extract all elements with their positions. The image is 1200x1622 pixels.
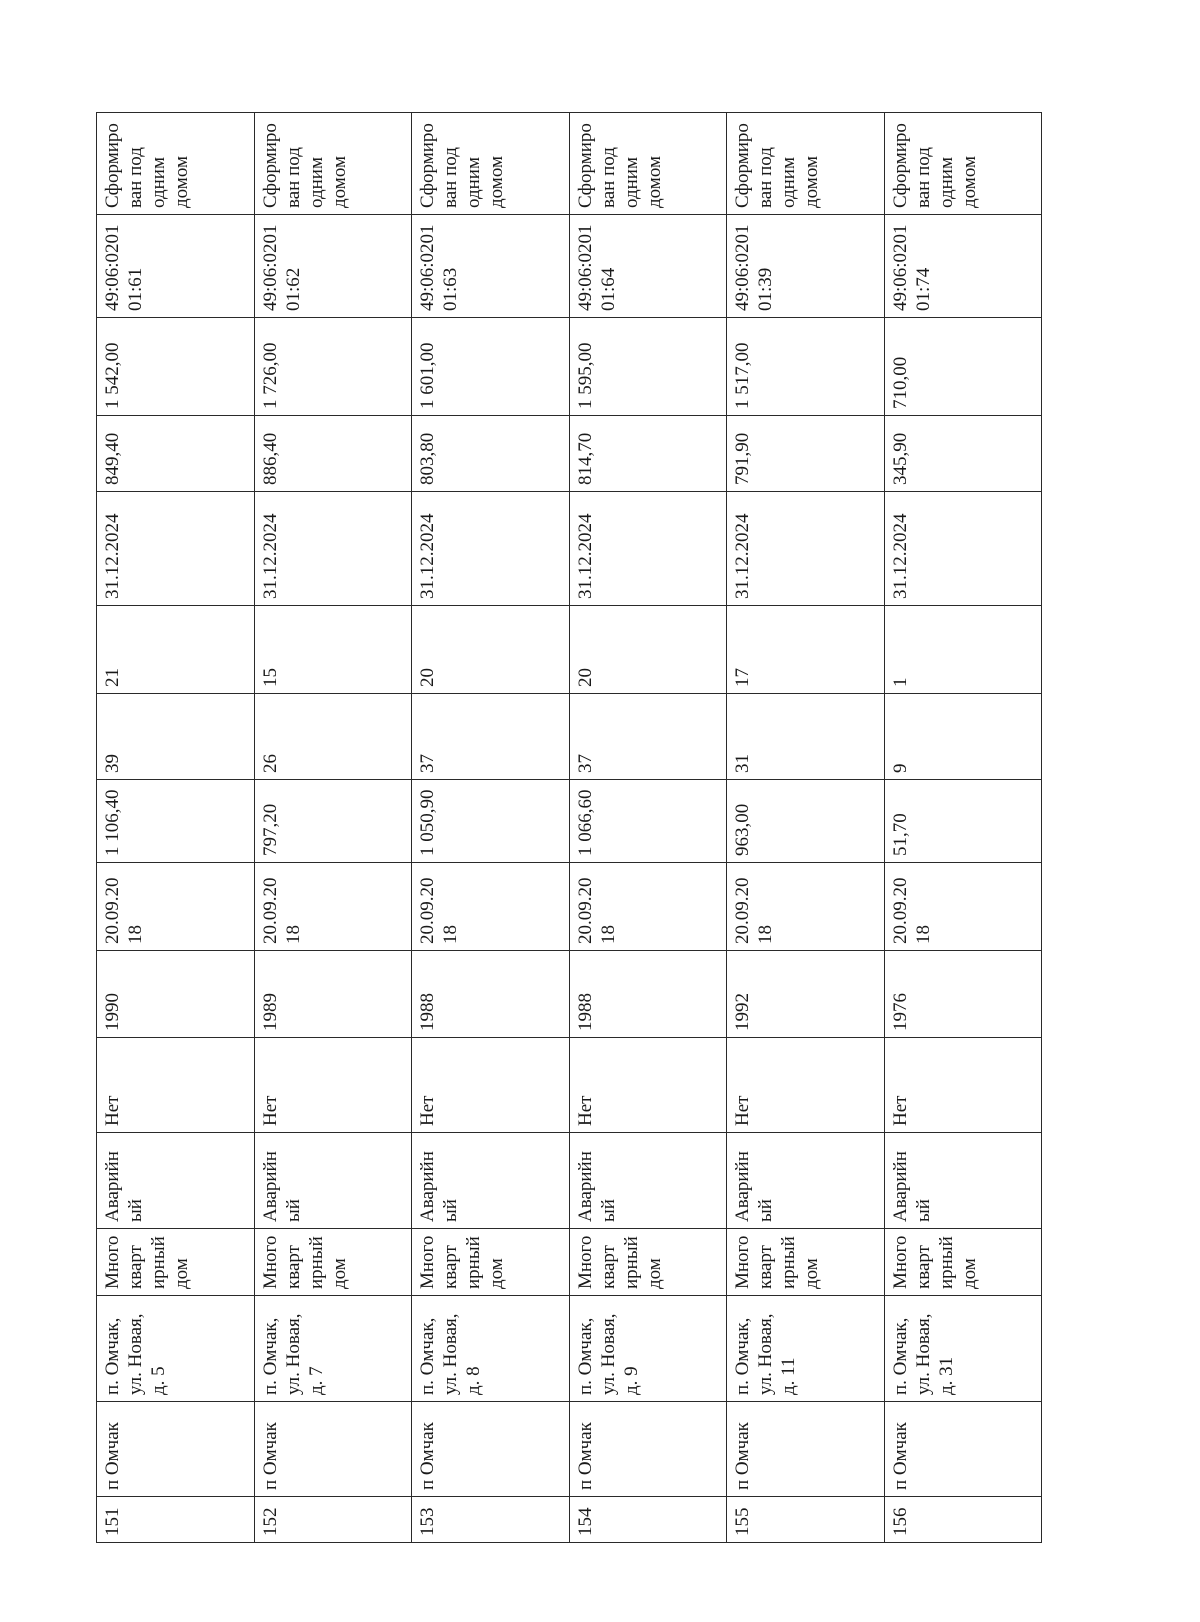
cell-land-area: 1 517,00 (727, 318, 885, 416)
cell-settlement: п Омчак (412, 1402, 570, 1497)
cell-recognition-date: 20.09.2018 (254, 863, 412, 951)
cell-living-area: 345,90 (884, 416, 1042, 492)
cell-settlement: п Омчак (727, 1402, 885, 1497)
cell-land-area: 710,00 (884, 318, 1042, 416)
cell-recognition-date: 20.09.2018 (97, 863, 255, 951)
cell-total-area: 797,20 (254, 780, 412, 863)
cell-year-built: 1988 (412, 951, 570, 1038)
cell-flag: Нет (97, 1038, 255, 1133)
cell-building-type: Многоквартирный дом (412, 1229, 570, 1296)
cell-living-area: 849,40 (97, 416, 255, 492)
cell-building-type: Многоквартирный дом (727, 1229, 885, 1296)
cell-cadastral-number: 49:06:020101:63 (412, 215, 570, 318)
cell-year-built: 1976 (884, 951, 1042, 1038)
cell-address: п. Омчак, ул. Новая, д. 7 (254, 1296, 412, 1402)
cell-number: 154 (569, 1497, 727, 1543)
cell-settlement: п Омчак (569, 1402, 727, 1497)
cell-residents-count: 37 (412, 694, 570, 780)
cell-land-note: Сформирован под одним домом (412, 113, 570, 215)
cell-condition-status: Аварийный (254, 1133, 412, 1229)
cell-year-built: 1989 (254, 951, 412, 1038)
cell-condition-status: Аварийный (727, 1133, 885, 1229)
cell-cadastral-number: 49:06:020101:61 (97, 215, 255, 318)
cell-cadastral-number: 49:06:020101:39 (727, 215, 885, 318)
cell-address: п. Омчак, ул. Новая, д. 5 (97, 1296, 255, 1402)
cell-units-count: 15 (254, 606, 412, 694)
rotated-table-wrapper (96, 113, 1041, 1543)
cell-year-built: 1988 (569, 951, 727, 1038)
cell-address: п. Омчак, ул. Новая, д. 8 (412, 1296, 570, 1402)
cell-resettlement-deadline: 31.12.2024 (569, 492, 727, 606)
cell-resettlement-deadline: 31.12.2024 (884, 492, 1042, 606)
cell-cadastral-number: 49:06:020101:64 (569, 215, 727, 318)
cell-number: 151 (97, 1497, 255, 1543)
cell-total-area: 1 066,60 (569, 780, 727, 863)
cell-units-count: 20 (412, 606, 570, 694)
cell-total-area: 963,00 (727, 780, 885, 863)
cell-flag: Нет (412, 1038, 570, 1133)
table-row (884, 113, 1042, 1543)
cell-address: п. Омчак, ул. Новая, д. 11 (727, 1296, 885, 1402)
cell-cadastral-number: 49:06:020101:74 (884, 215, 1042, 318)
cell-units-count: 21 (97, 606, 255, 694)
cell-building-type: Многоквартирный дом (254, 1229, 412, 1296)
cell-land-note: Сформирован под одним домом (727, 113, 885, 215)
cell-building-type: Многоквартирный дом (884, 1229, 1042, 1296)
cell-address: п. Омчак, ул. Новая, д. 9 (569, 1296, 727, 1402)
cell-address: п. Омчак, ул. Новая, д. 31 (884, 1296, 1042, 1402)
cell-number: 152 (254, 1497, 412, 1543)
table-row (412, 113, 570, 1543)
cell-cadastral-number: 49:06:020101:62 (254, 215, 412, 318)
cell-recognition-date: 20.09.2018 (884, 863, 1042, 951)
cell-year-built: 1992 (727, 951, 885, 1038)
cell-living-area: 814,70 (569, 416, 727, 492)
cell-land-area: 1 601,00 (412, 318, 570, 416)
cell-living-area: 886,40 (254, 416, 412, 492)
housing-register-table (96, 112, 1042, 1543)
cell-land-note: Сформирован под одним домом (97, 113, 255, 215)
cell-flag: Нет (569, 1038, 727, 1133)
cell-flag: Нет (884, 1038, 1042, 1133)
cell-year-built: 1990 (97, 951, 255, 1038)
cell-land-note: Сформирован под одним домом (569, 113, 727, 215)
cell-total-area: 1 106,40 (97, 780, 255, 863)
cell-number: 155 (727, 1497, 885, 1543)
cell-recognition-date: 20.09.2018 (412, 863, 570, 951)
cell-building-type: Многоквартирный дом (97, 1229, 255, 1296)
cell-living-area: 791,90 (727, 416, 885, 492)
cell-total-area: 1 050,90 (412, 780, 570, 863)
cell-land-area: 1 595,00 (569, 318, 727, 416)
table-row (569, 113, 727, 1543)
cell-residents-count: 26 (254, 694, 412, 780)
cell-condition-status: Аварийный (97, 1133, 255, 1229)
cell-total-area: 51,70 (884, 780, 1042, 863)
cell-residents-count: 9 (884, 694, 1042, 780)
cell-building-type: Многоквартирный дом (569, 1229, 727, 1296)
cell-number: 153 (412, 1497, 570, 1543)
cell-settlement: п Омчак (254, 1402, 412, 1497)
cell-residents-count: 39 (97, 694, 255, 780)
table-row (97, 113, 255, 1543)
cell-resettlement-deadline: 31.12.2024 (727, 492, 885, 606)
cell-land-area: 1 542,00 (97, 318, 255, 416)
cell-living-area: 803,80 (412, 416, 570, 492)
table-row (727, 113, 885, 1543)
cell-residents-count: 37 (569, 694, 727, 780)
table-row (254, 113, 412, 1543)
cell-condition-status: Аварийный (569, 1133, 727, 1229)
cell-resettlement-deadline: 31.12.2024 (97, 492, 255, 606)
cell-number: 156 (884, 1497, 1042, 1543)
cell-condition-status: Аварийный (412, 1133, 570, 1229)
cell-settlement: п Омчак (97, 1402, 255, 1497)
cell-land-note: Сформирован под одним домом (254, 113, 412, 215)
cell-condition-status: Аварийный (884, 1133, 1042, 1229)
cell-resettlement-deadline: 31.12.2024 (412, 492, 570, 606)
cell-land-note: Сформирован под одним домом (884, 113, 1042, 215)
cell-land-area: 1 726,00 (254, 318, 412, 416)
cell-recognition-date: 20.09.2018 (727, 863, 885, 951)
cell-resettlement-deadline: 31.12.2024 (254, 492, 412, 606)
cell-flag: Нет (254, 1038, 412, 1133)
cell-flag: Нет (727, 1038, 885, 1133)
cell-settlement: п Омчак (884, 1402, 1042, 1497)
cell-residents-count: 31 (727, 694, 885, 780)
cell-units-count: 1 (884, 606, 1042, 694)
cell-units-count: 17 (727, 606, 885, 694)
cell-units-count: 20 (569, 606, 727, 694)
cell-recognition-date: 20.09.2018 (569, 863, 727, 951)
